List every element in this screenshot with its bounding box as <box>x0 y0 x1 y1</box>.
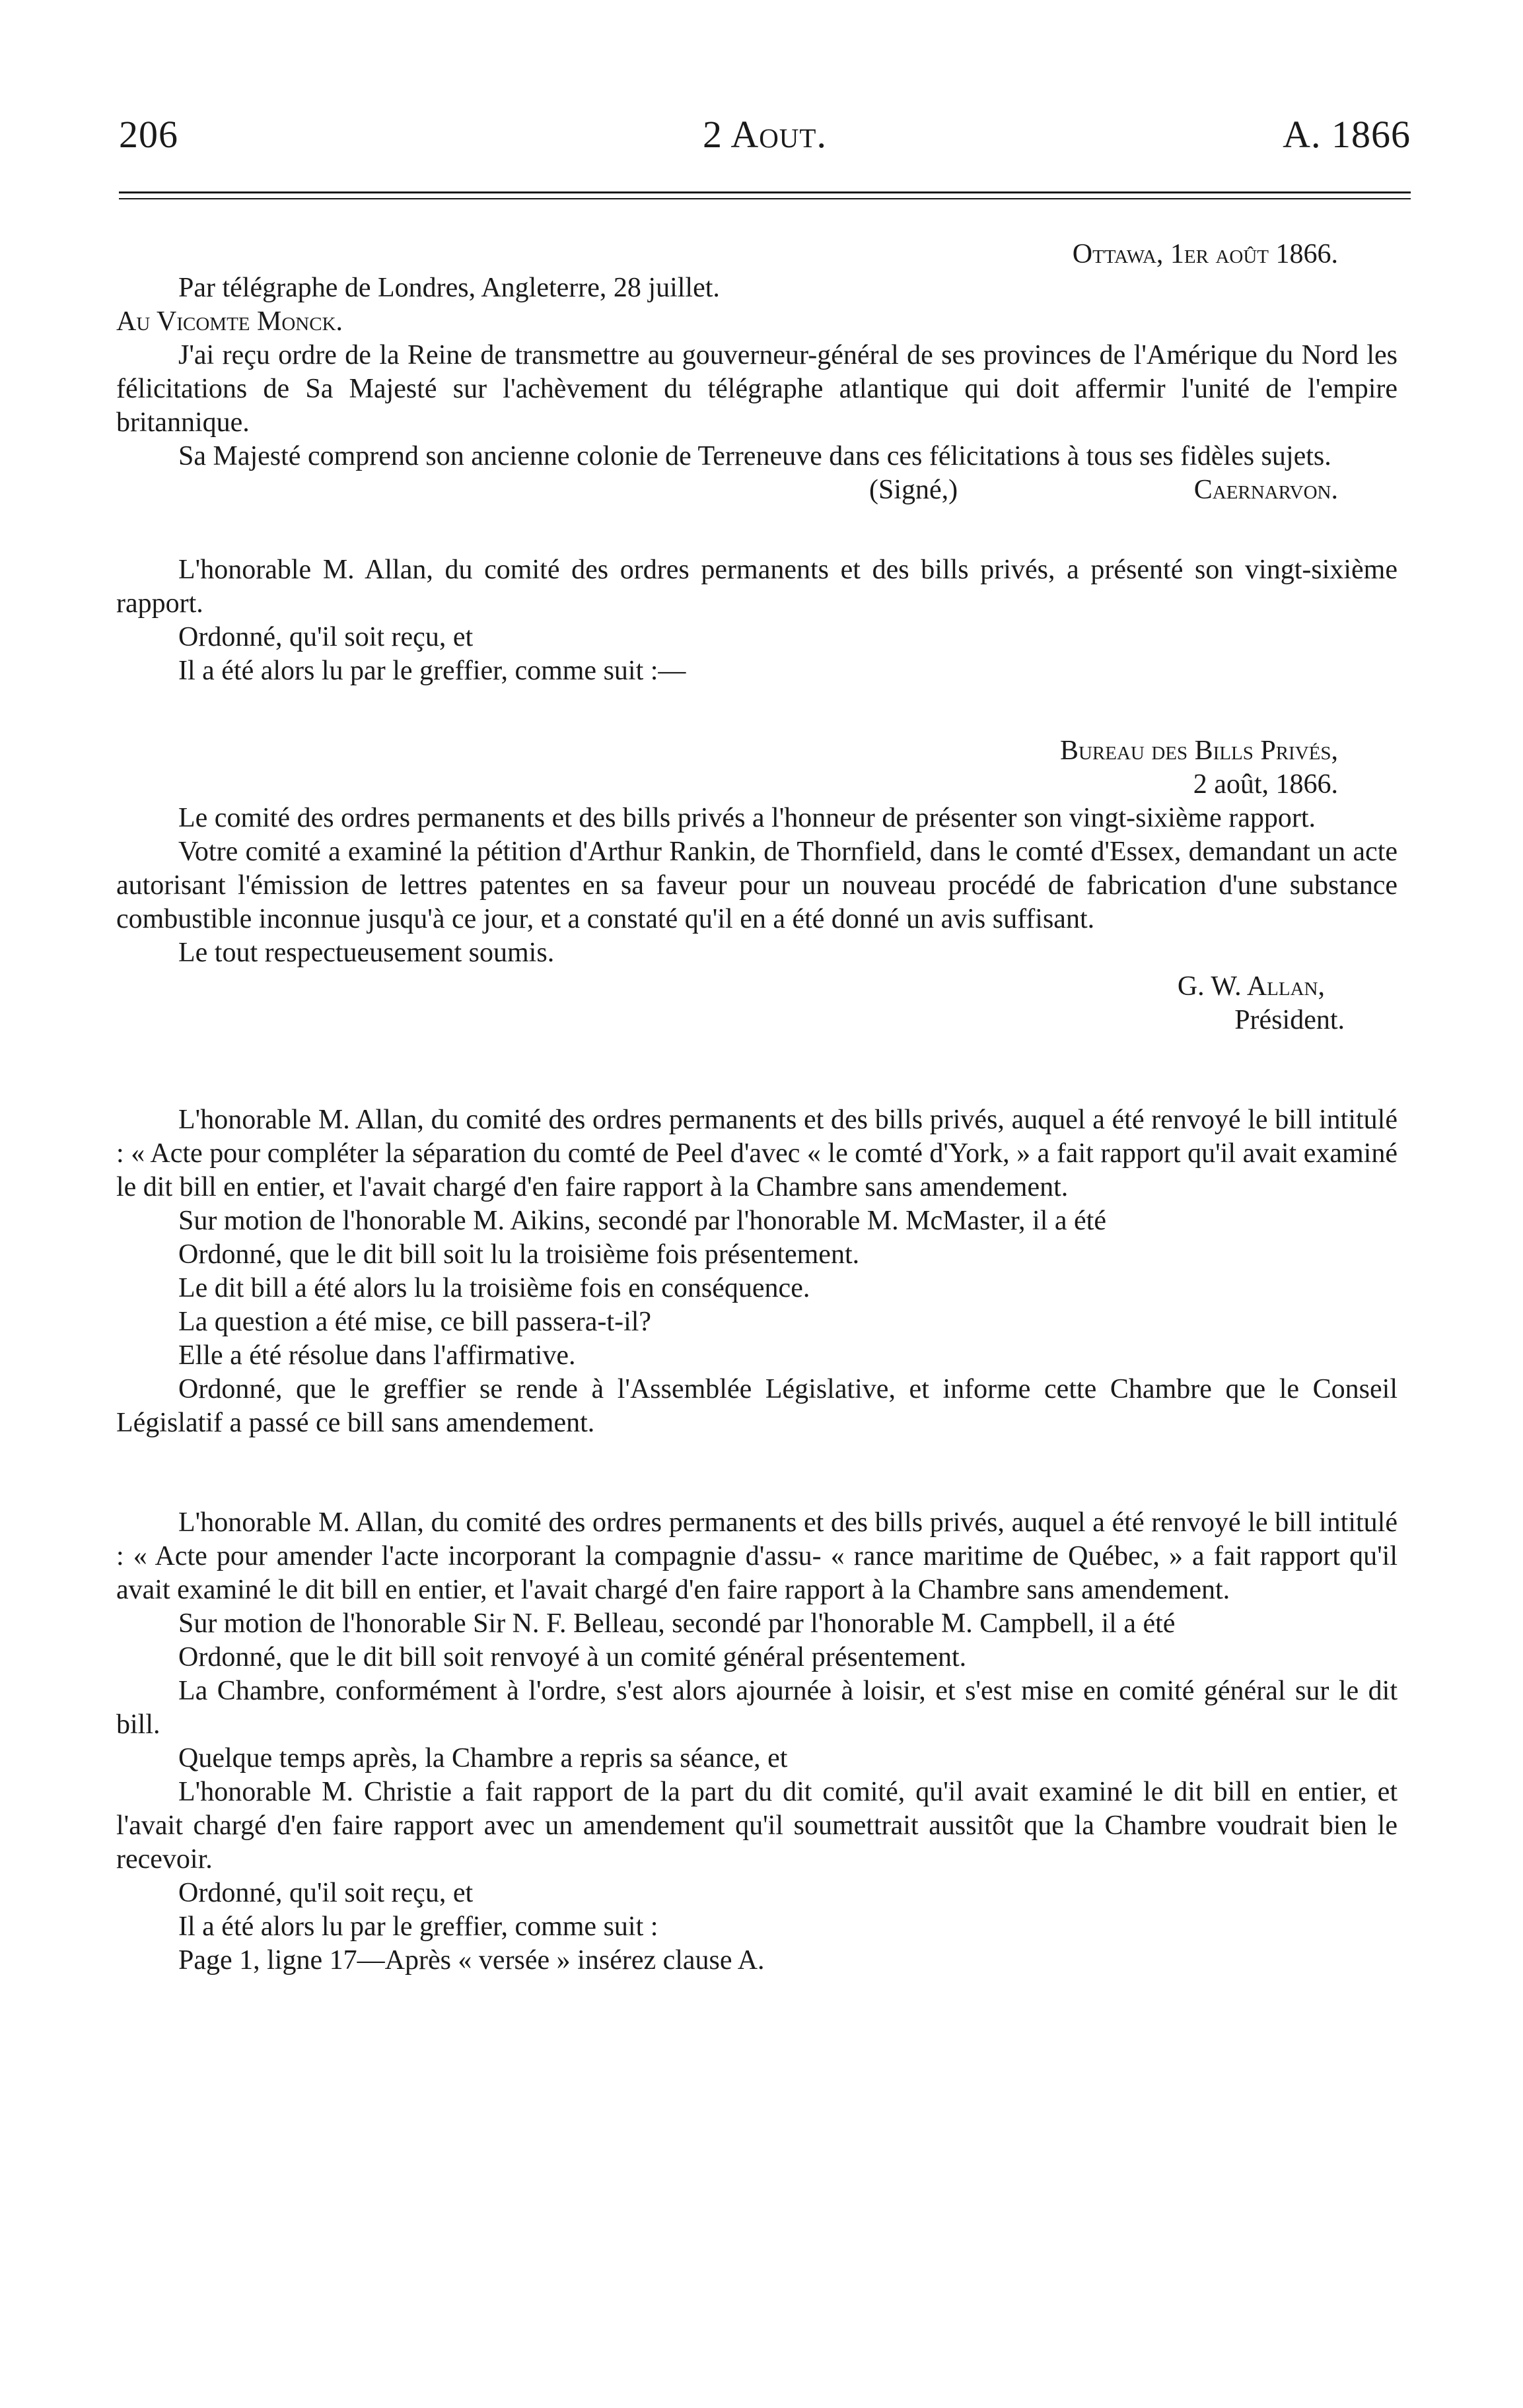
header-rule-top <box>119 191 1411 193</box>
peel-bill-resolved: Elle a été résolue dans l'affirmative. <box>178 1340 576 1371</box>
report-body: Le tout respectueusement soumis. <box>178 938 555 968</box>
telegram-paragraph: J'ai reçu ordre de la Reine de transmettre au gouverneur-général de ses provinces de l'Amérique du Nord les félicitations de Sa Majesté sur l'achèvement du télégraphe atlantique qui doit affermir l'unité de l'empire britannique. <box>116 340 1398 438</box>
telegram-place-date: Ottawa, 1er août 1866. <box>1072 239 1338 269</box>
header-rule-bottom <box>119 198 1411 199</box>
page-body <box>116 238 1398 1978</box>
quebec-bill-read: Il a été alors lu par le greffier, comme suit : <box>178 1911 658 1942</box>
signed-label: (Signé,) <box>869 475 958 505</box>
peel-bill-third-reading: Le dit bill a été alors lu la troisième fois en conséquence. <box>178 1273 810 1303</box>
report-body: Votre comité a examiné la pétition d'Arthur Rankin, de Thornfield, dans le comté d'Essex, demandant un acte autorisant l'émission de lettres patentes en sa faveur pour un nouveau procédé de fabrication d'une substance combustible inconnue jusqu'à ce jour, et a constaté qu'il en a été donné un avis suffisant. <box>116 837 1398 934</box>
telegram-origin: Par télégraphe de Londres, Angleterre, 28 juillet. <box>178 273 720 303</box>
report-signature-name: G. W. Allan, <box>1177 971 1325 1002</box>
report-intro: L'honorable M. Allan, du comité des ordres permanents et des bills privés, a présenté son vingt-sixième rapport. <box>116 555 1398 619</box>
report-body: Le comité des ordres permanents et des bills privés a l'honneur de présenter son vingt-sixième rapport. <box>178 803 1316 833</box>
report-signature-title: Président. <box>1234 1005 1345 1035</box>
header-year: A. 1866 <box>1283 113 1411 156</box>
telegram-addressee: Au Vicomte Monck. <box>116 306 343 337</box>
peel-bill-ordered-clerk: Ordonné, que le greffier se rende à l'Assemblée Législative, et informe cette Chambre que le Conseil Législatif a passé ce bill sans amendement. <box>116 1374 1398 1438</box>
peel-bill-question: La question a été mise, ce bill passera-t-il? <box>178 1307 652 1337</box>
quebec-bill-motion: Sur motion de l'honorable Sir N. F. Belleau, secondé par l'honorable M. Campbell, il a été <box>178 1608 1176 1639</box>
running-header <box>119 112 1411 172</box>
peel-bill-report: L'honorable M. Allan, du comité des ordres permanents et des bills privés, auquel a été renvoyé le bill intitulé : « Acte pour compléter la séparation du comté de Peel d'avec « le comté d'York, » a fait rapport qu'il avait examiné le dit bill en entier, et l'avait chargé d'en faire rapport à la Chambre sans amendement. <box>116 1105 1398 1202</box>
report-ordered: Ordonné, qu'il soit reçu, et <box>178 622 474 652</box>
report-read: Il a été alors lu par le greffier, comme suit :— <box>178 656 686 686</box>
peel-bill-ordered: Ordonné, que le dit bill soit lu la troisième fois présentement. <box>178 1239 860 1270</box>
quebec-bill-amendment: Page 1, ligne 17—Après « versée » insérez clause A. <box>178 1945 765 1976</box>
quebec-bill-ordered: Ordonné, que le dit bill soit renvoyé à un comité général présentement. <box>178 1642 967 1672</box>
peel-bill-motion: Sur motion de l'honorable M. Aikins, secondé par l'honorable M. McMaster, il a été <box>178 1206 1106 1236</box>
bureau-heading: Bureau des Bills Privés, <box>1059 736 1338 766</box>
telegram-paragraph: Sa Majesté comprend son ancienne colonie de Terreneuve dans ces félicitations à tous ses fidèles sujets. <box>178 441 1331 471</box>
page-number: 206 <box>119 113 178 156</box>
quebec-bill-report: L'honorable M. Allan, du comité des ordres permanents et des bills privés, auquel a été renvoyé le bill intitulé : « Acte pour amender l'acte incorporant la compagnie d'assu- « rance maritime de Québec, » a fait rapport qu'il avait examiné le dit bill en entier, et l'avait chargé d'en faire rapport à la Chambre sans amendement. <box>116 1507 1398 1605</box>
quebec-bill-resumed: Quelque temps après, la Chambre a repris sa séance, et <box>178 1743 788 1773</box>
telegram-signature <box>116 473 1398 507</box>
bureau-date: 2 août, 1866. <box>1193 769 1338 800</box>
quebec-bill-committee-report: L'honorable M. Christie a fait rapport de la part du dit comité, qu'il avait examiné le dit bill en entier, et l'avait chargé d'en faire rapport avec un amendement qu'il soumettrait aussitôt que la Chambre voudrait bien le recevoir. <box>116 1777 1398 1875</box>
header-date: 2 Aout. <box>703 113 827 156</box>
signer-name: Caernarvon. <box>1193 475 1338 505</box>
quebec-bill-adjourned: La Chambre, conformément à l'ordre, s'est alors ajournée à loisir, et s'est mise en comité général sur le dit bill. <box>116 1676 1398 1740</box>
quebec-bill-ordered-received: Ordonné, qu'il soit reçu, et <box>178 1878 474 1908</box>
